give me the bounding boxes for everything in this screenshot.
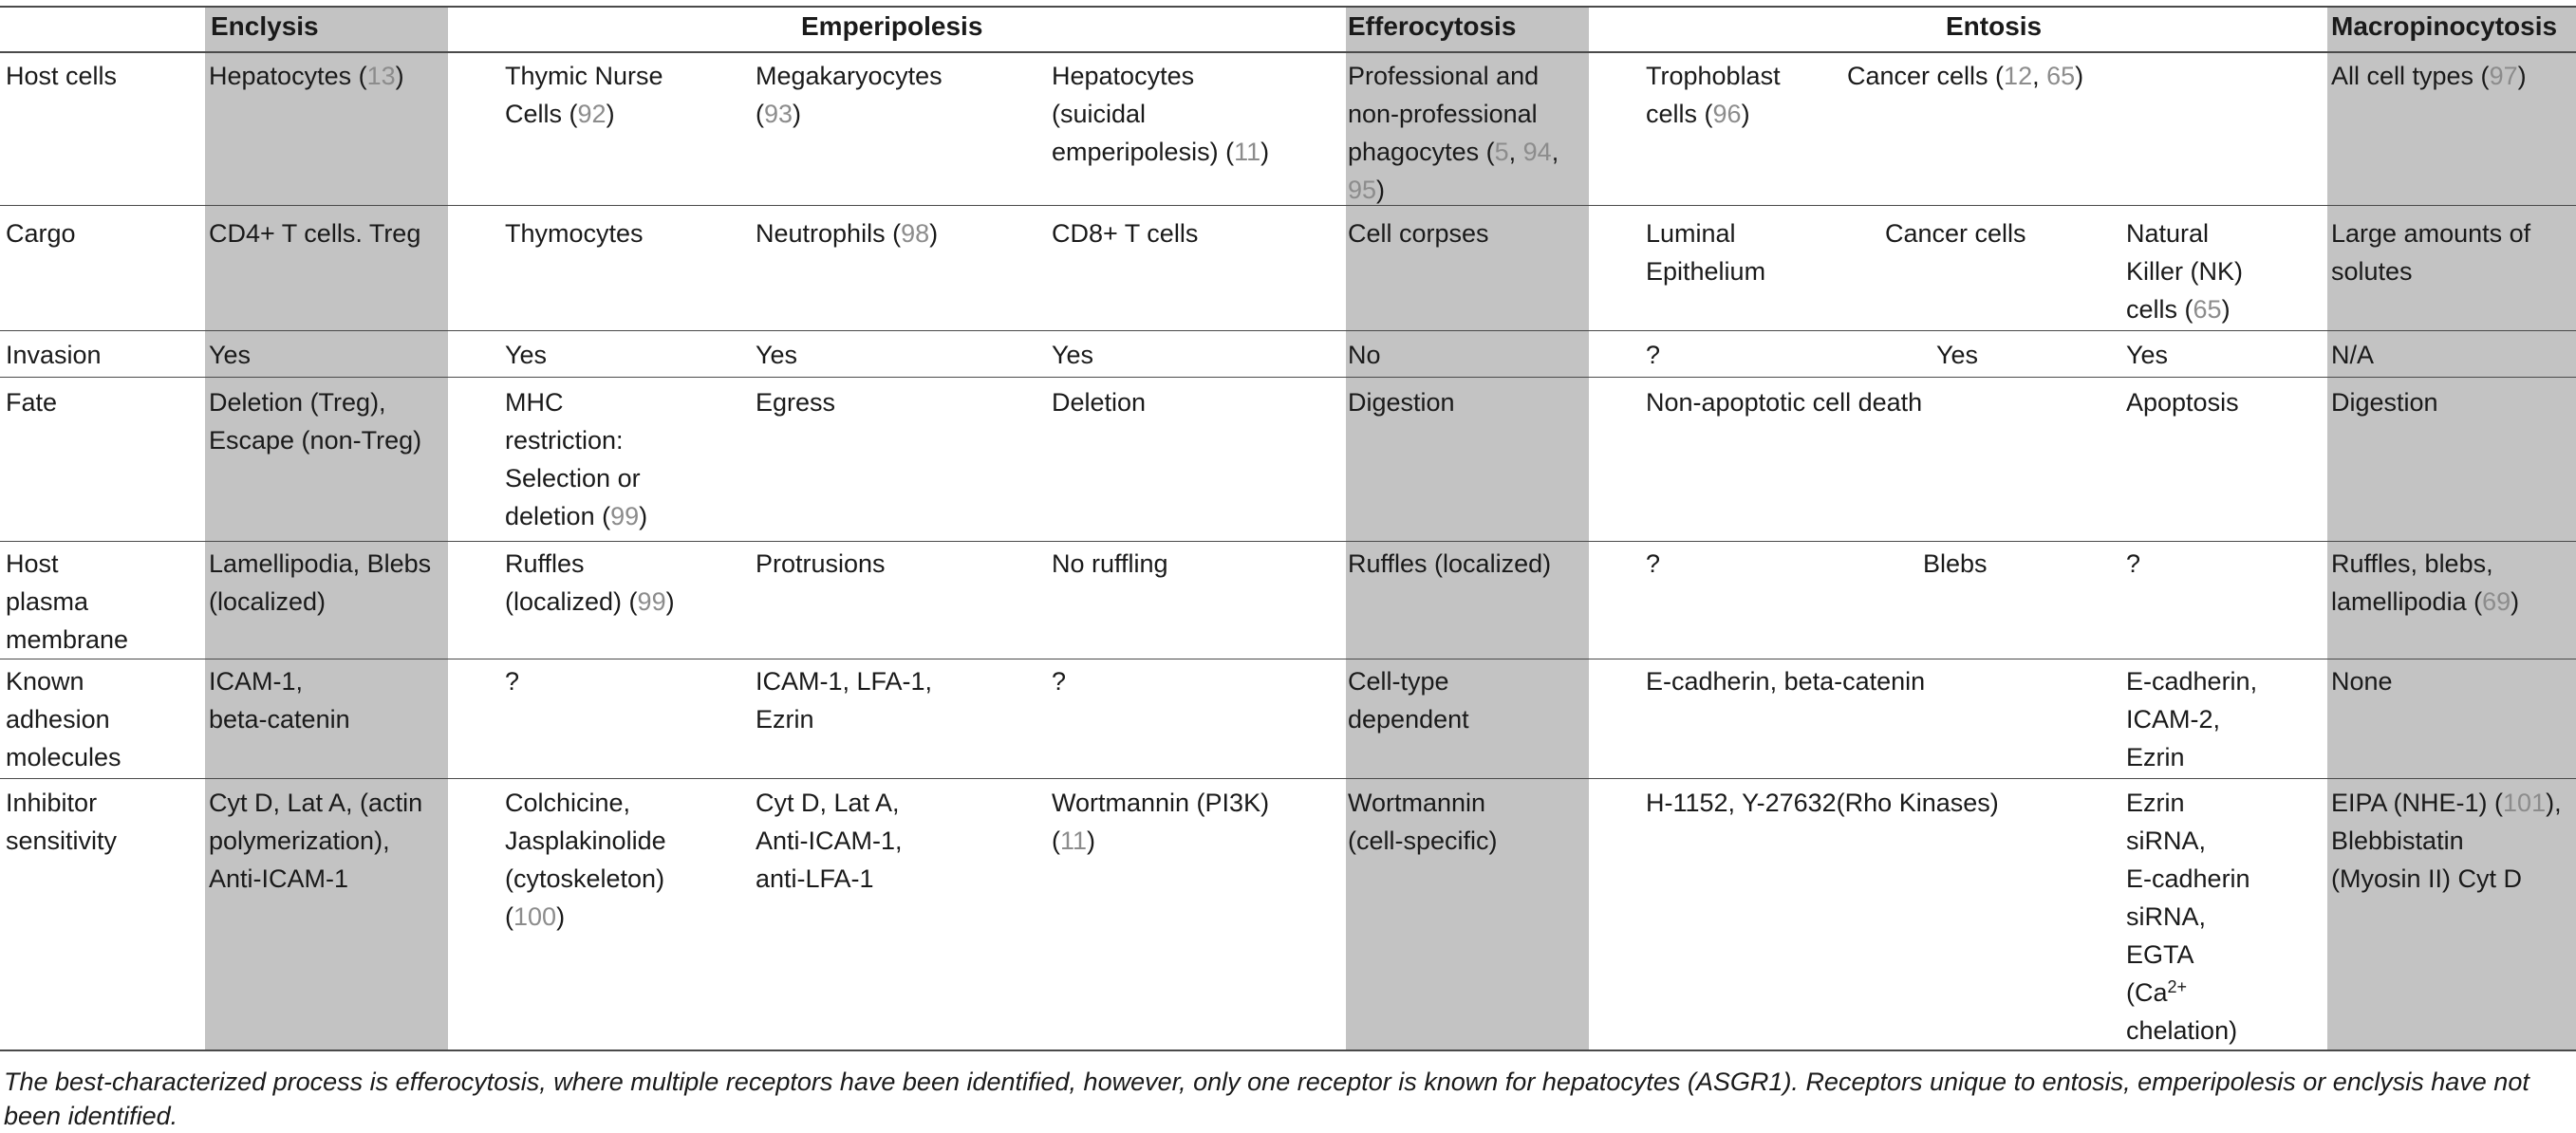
fate-entosis-3: Apoptosis — [2126, 388, 2239, 417]
row-rule-host — [0, 205, 2576, 206]
inhibitor-entosis-1-2: H-1152, Y-27632(Rho Kinases) — [1646, 789, 1999, 817]
invasion-efferocytosis: No — [1348, 341, 1381, 369]
inhibitor-macropinocytosis: EIPA (NHE-1) (101), Blebbistatin (Myosin II) Cyt D — [2331, 789, 2562, 893]
row-rule-invasion — [0, 377, 2576, 378]
invasion-enclysis: Yes — [209, 341, 252, 369]
fate-emperipolesis-1: MHC restriction: Selection or deletion (99) — [505, 388, 648, 530]
host-emperipolesis-3: Hepatocytes (suicidal emperipolesis) (11) — [1052, 62, 1270, 166]
cargo-enclysis: CD4+ T cells. Treg — [209, 219, 421, 248]
row-label-invasion: Invasion — [6, 341, 102, 369]
cargo-emperipolesis-3: CD8+ T cells — [1052, 219, 1199, 248]
cargo-emperipolesis-1: Thymocytes — [505, 219, 644, 248]
host-entosis-2: Cancer cells (12, 65) — [1847, 62, 2084, 90]
row-label-host: Host cells — [6, 62, 118, 90]
adhesion-emperipolesis-1: ? — [505, 667, 520, 696]
adhesion-macropinocytosis: None — [2331, 667, 2393, 696]
membrane-emperipolesis-2: Protrusions — [756, 549, 886, 578]
table-bottom-rule — [0, 1049, 2576, 1051]
invasion-entosis-2: Yes — [1936, 341, 1979, 369]
row-rule-cargo — [0, 330, 2576, 331]
header-rule — [0, 51, 2576, 53]
row-label-adhesion: Known adhesion molecules — [6, 667, 121, 771]
host-emperipolesis-2: Megakaryocytes (93) — [756, 62, 943, 128]
adhesion-emperipolesis-3: ? — [1052, 667, 1067, 696]
fate-enclysis: Deletion (Treg), Escape (non-Treg) — [209, 388, 422, 455]
host-emperipolesis-1: Thymic Nurse Cells (92) — [505, 62, 663, 128]
inhibitor-efferocytosis: Wortmannin (cell-specific) — [1348, 789, 1498, 855]
invasion-emperipolesis-3: Yes — [1052, 341, 1094, 369]
table-footnote: The best-characterized process is efferocytosis, where multiple receptors have been identified, however, only one receptor is known for hepatocytes (ASGR1). Receptors unique to entosis, emperipolesis or enclysis have not been identified. — [4, 1068, 2529, 1130]
inhibitor-entosis-3: Ezrin siRNA, E-cadherin siRNA, EGTA ($Ca^{2+}$ chelation) — [2126, 789, 2250, 1045]
cargo-entosis-1: Luminal Epithelium — [1646, 219, 1766, 286]
membrane-emperipolesis-3: No ruffling — [1052, 549, 1168, 578]
cargo-entosis-3: Natural Killer (NK) cells (65) — [2126, 219, 2244, 324]
cargo-emperipolesis-2: Neutrophils (98) — [756, 219, 939, 248]
row-label-fate: Fate — [6, 388, 58, 417]
invasion-emperipolesis-2: Yes — [756, 341, 798, 369]
header-macropinocytosis: Macropinocytosis — [2331, 11, 2558, 41]
membrane-enclysis: Lamellipodia, Blebs (localized) — [209, 549, 432, 616]
table-top-rule — [0, 6, 2576, 8]
header-enclysis: Enclysis — [211, 11, 319, 41]
adhesion-entosis-1-2: E-cadherin, beta-catenin — [1646, 667, 1926, 696]
invasion-emperipolesis-1: Yes — [505, 341, 548, 369]
row-label-cargo: Cargo — [6, 219, 76, 248]
invasion-entosis-3: Yes — [2126, 341, 2169, 369]
host-entosis-1: Trophoblast cells (96) — [1646, 62, 1781, 128]
inhibitor-enclysis: Cyt D, Lat A, (actin polymerization), Anti-ICAM-1 — [209, 789, 423, 893]
header-emperipolesis: Emperipolesis — [801, 11, 983, 41]
fate-emperipolesis-2: Egress — [756, 388, 836, 417]
adhesion-entosis-3: E-cadherin, ICAM-2, Ezrin — [2126, 667, 2258, 771]
inhibitor-emperipolesis-1: Colchicine, Jasplakinolide (cytoskeleton) (100) — [505, 789, 666, 931]
host-enclysis: Hepatocytes (13) — [209, 62, 404, 90]
membrane-macropinocytosis: Ruffles, blebs, lamellipodia (69) — [2331, 549, 2520, 616]
fate-entosis-1-2: Non-apoptotic cell death — [1646, 388, 1923, 417]
cargo-efferocytosis: Cell corpses — [1348, 219, 1489, 248]
header-efferocytosis: Efferocytosis — [1348, 11, 1517, 41]
row-label-inhibitor: Inhibitor sensitivity — [6, 789, 118, 855]
header-entosis: Entosis — [1946, 11, 2043, 41]
membrane-efferocytosis: Ruffles (localized) — [1348, 549, 1552, 578]
row-rule-adhesion — [0, 778, 2576, 779]
invasion-macropinocytosis: N/A — [2331, 341, 2375, 369]
membrane-entosis-3: ? — [2126, 549, 2141, 578]
adhesion-enclysis: ICAM-1, beta-catenin — [209, 667, 350, 734]
cargo-macropinocytosis: Large amounts of solutes — [2331, 219, 2531, 286]
adhesion-efferocytosis: Cell-type dependent — [1348, 667, 1469, 734]
inhibitor-emperipolesis-2: Cyt D, Lat A, Anti-ICAM-1, anti-LFA-1 — [756, 789, 903, 893]
membrane-entosis-1: ? — [1646, 549, 1661, 578]
row-label-membrane: Host plasma membrane — [6, 549, 129, 654]
inhibitor-emperipolesis-3: Wortmannin (PI3K) (11) — [1052, 789, 1270, 855]
cargo-entosis-2: Cancer cells — [1885, 219, 2026, 248]
row-rule-fate — [0, 541, 2576, 542]
host-efferocytosis: Professional and non-professional phagocytes (5, 94, 95) — [1348, 62, 1559, 204]
fate-emperipolesis-3: Deletion — [1052, 388, 1147, 417]
membrane-emperipolesis-1: Ruffles (localized) (99) — [505, 549, 675, 616]
membrane-entosis-2: Blebs — [1923, 549, 1988, 578]
host-macropinocytosis: All cell types (97) — [2331, 62, 2527, 90]
adhesion-emperipolesis-2: ICAM-1, LFA-1, Ezrin — [756, 667, 933, 734]
invasion-entosis-1: ? — [1646, 341, 1661, 369]
fate-macropinocytosis: Digestion — [2331, 388, 2438, 417]
fate-efferocytosis: Digestion — [1348, 388, 1455, 417]
